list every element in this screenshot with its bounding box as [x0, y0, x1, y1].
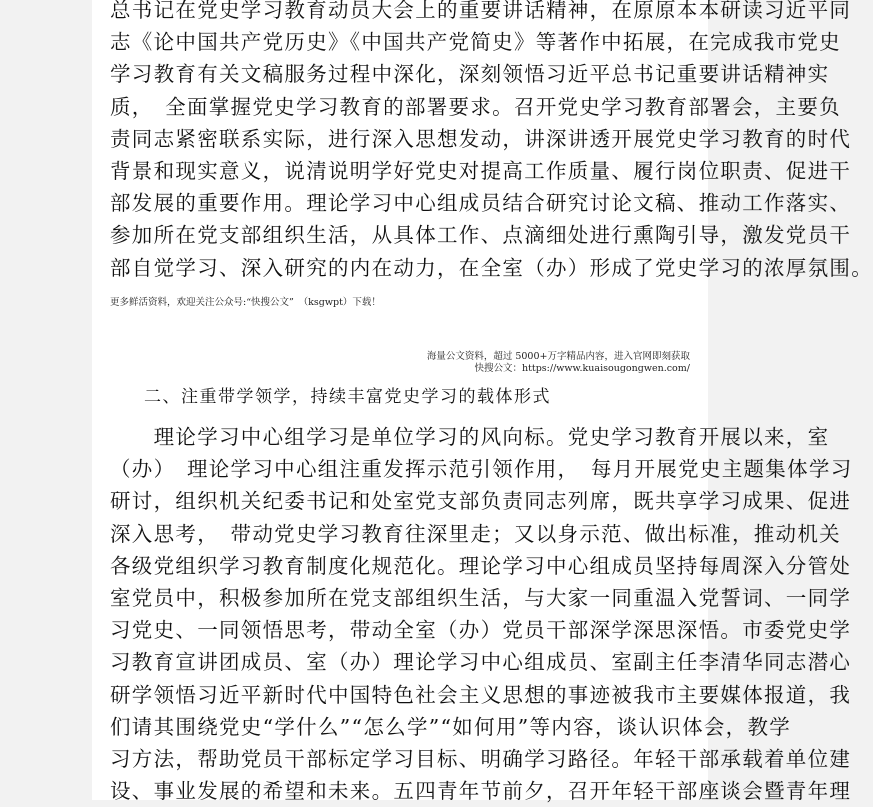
text-line: 研学领悟习近平新时代中国特色社会主义思想的事迹被我市主要媒体报道，我: [110, 682, 852, 707]
text-line: 习党史、一同领悟思考，带动全室（办）党员干部深学深思深悟。市委党史学: [110, 618, 852, 643]
text-line: 深入思考， 带动党史学习教育往深里走；又以身示范、做出标准，推动机关: [110, 521, 841, 546]
header-note-line-2: 快搜公文：https://www.kuaisougongwen.com/: [474, 363, 690, 374]
text-line: 参加所在党支部组织生活，从具体工作、点滴细处进行熏陶引导，激发党员干: [110, 223, 852, 248]
paragraph-2: [110, 421, 853, 807]
paragraph-1: [110, 0, 873, 284]
text-line: 设、事业发展的希望和未来。五四青年节前夕，召开年轻干部座谈会暨青年理: [110, 779, 852, 804]
text-line: 各级党组织学习教育制度化规范化。理论学习中心组成员坚持每周深入分管处: [110, 553, 852, 578]
footer-note: 更多鲜活资料，欢迎关注公众号:“快搜公文” （ksgwpt）下载！: [110, 297, 381, 308]
text-line: 部自觉学习、深入研究的内在动力，在全室（办）形成了党史学习的浓厚氛围。: [110, 255, 873, 280]
text-line: 习教育宣讲团成员、室（办）理论学习中心组成员、室副主任李清华同志潜心: [110, 650, 852, 675]
text-line: 室党员中，积极参加所在党支部组织生活，与大家一同重温入党誓词、一同学: [110, 586, 852, 611]
text-line: 部发展的重要作用。理论学习中心组成员结合研究讨论文稿、推动工作落实、: [110, 191, 852, 216]
text-line: 习方法，帮助党员干部标定学习目标、明确学习路径。年轻干部承载着单位建: [110, 747, 852, 772]
text-line: （办） 理论学习中心组注重发挥示范引领作用， 每月开展党史主题集体学习: [110, 457, 853, 482]
text-line: 理论学习中心组学习是单位学习的风向标。党史学习教育开展以来，室: [110, 425, 830, 449]
text-line: 背景和现实意义，说清说明学好党史对提高工作质量、履行岗位职责、促进干: [110, 159, 852, 184]
text-line: 学习教育有关文稿服务过程中深化，深刻领悟习近平总书记重要讲话精神实: [110, 62, 830, 87]
text-line: 研讨，组织机关纪委书记和处室党支部负责同志列席，既共享学习成果、促进: [110, 489, 852, 514]
text-line: 志《论中国共产党历史》《中国共产党简史》等著作中拓展，在完成我市党史: [110, 30, 841, 55]
text-line: 们请其围绕党史“学什么”“怎么学”“如何用”等内容，谈认识体会，教学: [110, 714, 792, 739]
text-line: 质， 全面掌握党史学习教育的部署要求。召开党史学习教育部署会，主要负: [110, 94, 841, 119]
header-note: [427, 351, 690, 375]
header-note-line-1: 海量公文资料，超过 5000+万字精品内容，进入官网即刻获取: [426, 351, 690, 362]
document-page: [92, 0, 873, 804]
text-line: 责同志紧密联系实际，进行深入思想发动，讲深讲透开展党史学习教育的时代: [110, 126, 852, 151]
section-heading: 二、注重带学领学，持续丰富党史学习的载体形式: [144, 387, 551, 407]
text-line: 总书记在党史学习教育动员大会上的重要讲话精神，在原原本本研读习近平同: [110, 0, 852, 22]
